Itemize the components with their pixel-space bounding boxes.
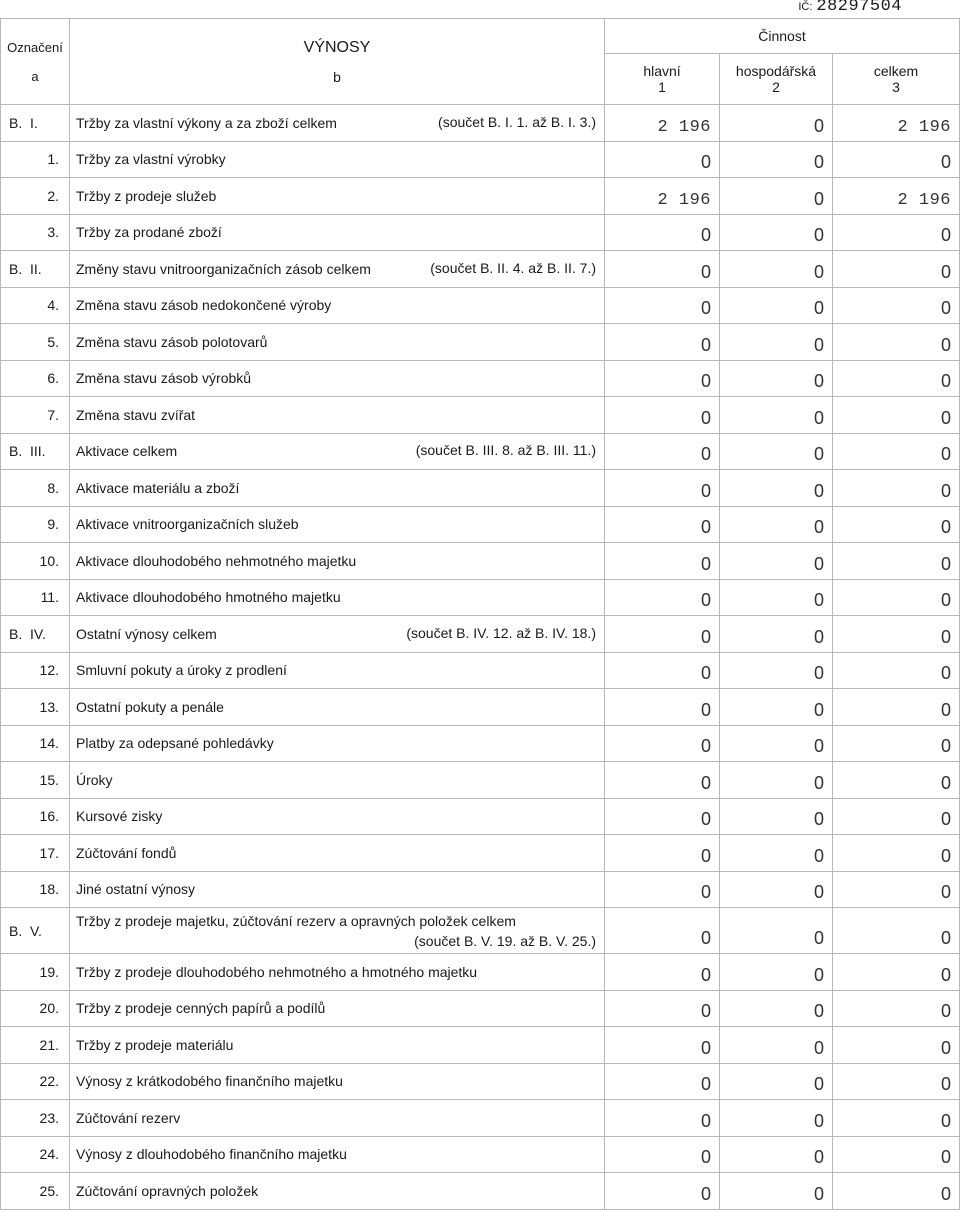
value-celkem: 0: [833, 954, 960, 991]
row-label: Zúčtování opravných položek: [76, 1182, 259, 1199]
value-hlavni: 0: [605, 397, 720, 434]
value-hlavni: 0: [605, 1173, 720, 1210]
value-celkem: 0: [833, 689, 960, 726]
row-code-label: B. II.: [9, 260, 42, 277]
row-code: [1, 689, 70, 726]
header-cinnost: Činnost: [605, 19, 960, 54]
row-number: 18.: [39, 881, 59, 898]
row-label: Aktivace materiálu a zboží: [76, 479, 240, 496]
row-sum-note: (součet B. IV. 12. až B. IV. 18.): [406, 624, 596, 641]
table-row: [1, 798, 960, 835]
table-row: [1, 990, 960, 1027]
row-label: Aktivace dlouhodobého hmotného majetku: [76, 589, 341, 606]
row-label: Aktivace vnitroorganizačních služeb: [76, 516, 299, 533]
value-hlavni: 0: [605, 433, 720, 470]
value-hospodarska: 0: [720, 324, 833, 361]
value-celkem: 0: [833, 324, 960, 361]
table-row: [1, 360, 960, 397]
value-celkem: 0: [833, 1136, 960, 1173]
value-hospodarska: 0: [720, 397, 833, 434]
row-number: 25.: [39, 1182, 59, 1199]
row-description: [70, 798, 605, 835]
row-number: 11.: [40, 589, 59, 606]
row-description: [70, 835, 605, 872]
row-code: [1, 579, 70, 616]
value-hlavni: 0: [605, 954, 720, 991]
value-hospodarska: 0: [720, 105, 833, 142]
row-code: [1, 725, 70, 762]
row-sum-note: (součet B. V. 19. až B. V. 25.): [414, 932, 596, 949]
row-label: Změna stavu zásob nedokončené výroby: [76, 297, 332, 314]
value-hospodarska: 0: [720, 1027, 833, 1064]
row-label: Tržby za prodané zboží: [76, 224, 222, 241]
row-number: 19.: [39, 963, 59, 980]
row-sum-note: (součet B. I. 1. až B. I. 3.): [438, 113, 596, 130]
row-number: 4.: [47, 297, 59, 314]
value-hlavni: 0: [605, 762, 720, 799]
row-code: [1, 287, 70, 324]
table-row: [1, 689, 960, 726]
value-celkem: 0: [833, 798, 960, 835]
row-description: [70, 324, 605, 361]
value-celkem: 0: [833, 1100, 960, 1137]
value-hlavni: 0: [605, 360, 720, 397]
value-celkem: 0: [833, 871, 960, 908]
value-celkem: 0: [833, 360, 960, 397]
value-hospodarska: 0: [720, 616, 833, 653]
row-label: Aktivace celkem: [76, 443, 178, 460]
value-hospodarska: 0: [720, 835, 833, 872]
value-hospodarska: 0: [720, 251, 833, 288]
row-code: [1, 908, 70, 954]
row-code: [1, 433, 70, 470]
row-label: Změny stavu vnitroorganizačních zásob celkem: [76, 260, 371, 277]
row-label: Tržby za vlastní výrobky: [76, 151, 226, 168]
header-celkem: [833, 54, 960, 105]
header-celkem-num: 3: [892, 79, 900, 95]
row-number: 22.: [39, 1073, 59, 1090]
table-row: [1, 908, 960, 954]
value-celkem: 0: [833, 251, 960, 288]
table-row: [1, 1100, 960, 1137]
row-description: [70, 178, 605, 215]
header-hospodarska: [720, 54, 833, 105]
table-row: [1, 1136, 960, 1173]
header-col-b: b: [333, 68, 341, 85]
value-hlavni: 0: [605, 652, 720, 689]
row-description: [70, 506, 605, 543]
value-hlavni: 0: [605, 835, 720, 872]
table-row: [1, 652, 960, 689]
value-celkem: 0: [833, 470, 960, 507]
value-celkem: 0: [833, 1063, 960, 1100]
row-number: 15.: [39, 771, 59, 788]
value-hospodarska: 0: [720, 762, 833, 799]
header-hlavni-num: 1: [658, 79, 666, 95]
row-code: [1, 1100, 70, 1137]
row-label: Zúčtování rezerv: [76, 1109, 181, 1126]
row-number: 7.: [47, 406, 59, 423]
row-description: [70, 725, 605, 762]
value-celkem: 0: [833, 652, 960, 689]
value-celkem: 0: [833, 616, 960, 653]
row-number: 20.: [39, 1000, 59, 1017]
value-celkem: 2 196: [833, 105, 960, 142]
row-number: 1.: [47, 151, 59, 168]
value-hlavni: 0: [605, 506, 720, 543]
row-label: Tržby za vlastní výkony a za zboží celkem: [76, 114, 337, 131]
row-label: Ostatní pokuty a penále: [76, 698, 224, 715]
row-description: [70, 141, 605, 178]
value-hlavni: 0: [605, 579, 720, 616]
table-row: [1, 251, 960, 288]
value-celkem: 0: [833, 990, 960, 1027]
value-celkem: 0: [833, 141, 960, 178]
value-hospodarska: 0: [720, 141, 833, 178]
row-code: [1, 1027, 70, 1064]
row-label: Tržby z prodeje materiálu: [76, 1036, 234, 1053]
value-celkem: 0: [833, 1173, 960, 1210]
value-celkem: 0: [833, 762, 960, 799]
value-hlavni: 0: [605, 287, 720, 324]
table-row: [1, 433, 960, 470]
value-celkem: 0: [833, 835, 960, 872]
value-celkem: 0: [833, 543, 960, 580]
vynosy-table: [0, 18, 960, 1210]
row-description: [70, 1136, 605, 1173]
value-hospodarska: 0: [720, 433, 833, 470]
value-hlavni: 0: [605, 324, 720, 361]
table-row: [1, 579, 960, 616]
row-number: 17.: [39, 844, 59, 861]
value-hlavni: 0: [605, 141, 720, 178]
value-hlavni: 0: [605, 1100, 720, 1137]
value-hlavni: 0: [605, 214, 720, 251]
row-code-label: B. I.: [9, 114, 38, 131]
table-row: [1, 141, 960, 178]
row-description: [70, 652, 605, 689]
table-row: [1, 324, 960, 361]
row-description: [70, 397, 605, 434]
row-code: [1, 214, 70, 251]
value-hlavni: 0: [605, 725, 720, 762]
value-hospodarska: 0: [720, 652, 833, 689]
row-label: Jiné ostatní výnosy: [76, 881, 196, 898]
row-description: [70, 871, 605, 908]
row-description: [70, 543, 605, 580]
row-description: [70, 251, 605, 288]
value-hospodarska: 0: [720, 908, 833, 954]
row-label: Aktivace dlouhodobého nehmotného majetku: [76, 552, 357, 569]
row-description: [70, 470, 605, 507]
row-number: 6.: [47, 370, 59, 387]
header-celkem-label: celkem: [873, 63, 919, 79]
row-label: Ostatní výnosy celkem: [76, 625, 217, 642]
value-celkem: 0: [833, 1027, 960, 1064]
header-oznaceni: [1, 19, 70, 105]
row-description: [70, 762, 605, 799]
value-hlavni: 0: [605, 871, 720, 908]
value-hospodarska: 0: [720, 990, 833, 1027]
row-description: [70, 105, 605, 142]
value-hlavni: 0: [605, 470, 720, 507]
row-description: [70, 1027, 605, 1064]
row-number: 5.: [47, 333, 59, 350]
row-label: Tržby z prodeje dlouhodobého nehmotného a hmotného majetku: [76, 963, 478, 980]
row-code: [1, 1063, 70, 1100]
value-celkem: 0: [833, 506, 960, 543]
row-label: Platby za odepsané pohledávky: [76, 735, 274, 752]
row-description: [70, 990, 605, 1027]
value-hospodarska: 0: [720, 1063, 833, 1100]
row-code: [1, 954, 70, 991]
value-hospodarska: 0: [720, 287, 833, 324]
row-code: [1, 470, 70, 507]
row-code: [1, 324, 70, 361]
row-label: Smluvní pokuty a úroky z prodlení: [76, 662, 287, 679]
header-oznaceni-label: Označení: [7, 39, 63, 55]
value-hlavni: 2 196: [605, 105, 720, 142]
row-label: Výnosy z krátkodobého finančního majetku: [76, 1073, 343, 1090]
table-row: [1, 178, 960, 215]
table-row: [1, 543, 960, 580]
row-description: [70, 689, 605, 726]
row-label: Změna stavu zásob výrobků: [76, 370, 252, 387]
value-celkem: 0: [833, 908, 960, 954]
row-label: Výnosy z dlouhodobého finančního majetku: [76, 1146, 347, 1163]
row-code: [1, 1136, 70, 1173]
value-hospodarska: 0: [720, 725, 833, 762]
value-hospodarska: 0: [720, 1136, 833, 1173]
ic-label: IČ:: [798, 1, 813, 13]
table-row: [1, 214, 960, 251]
value-hlavni: 0: [605, 689, 720, 726]
row-code: [1, 1173, 70, 1210]
row-description: [70, 1100, 605, 1137]
value-hospodarska: 0: [720, 798, 833, 835]
row-description: [70, 433, 605, 470]
row-number: 10.: [39, 552, 59, 569]
row-label: Úroky: [76, 771, 113, 788]
row-label: Zúčtování fondů: [76, 844, 177, 861]
value-hlavni: 0: [605, 251, 720, 288]
row-label: Tržby z prodeje služeb: [76, 187, 217, 204]
value-hospodarska: 0: [720, 178, 833, 215]
value-hlavni: 2 196: [605, 178, 720, 215]
table-row: [1, 1063, 960, 1100]
table-row: [1, 287, 960, 324]
ic-value: 28297504: [816, 0, 902, 16]
header-hospodarska-label: hospodářská: [735, 63, 817, 79]
ic-identifier: [798, 0, 902, 14]
table-row: [1, 762, 960, 799]
row-sum-note: (součet B. II. 4. až B. II. 7.): [430, 259, 596, 276]
row-code: [1, 798, 70, 835]
row-description: [70, 908, 605, 954]
row-code: [1, 141, 70, 178]
table-row: [1, 725, 960, 762]
table-row: [1, 616, 960, 653]
row-code: [1, 105, 70, 142]
value-hospodarska: 0: [720, 214, 833, 251]
value-hospodarska: 0: [720, 543, 833, 580]
row-code: [1, 397, 70, 434]
row-number: 2.: [47, 187, 59, 204]
value-celkem: 0: [833, 397, 960, 434]
header-hlavni: [605, 54, 720, 105]
row-description: [70, 954, 605, 991]
value-celkem: 0: [833, 214, 960, 251]
row-code: [1, 871, 70, 908]
row-number: 8.: [47, 479, 59, 496]
table-row: [1, 1173, 960, 1210]
value-hospodarska: 0: [720, 954, 833, 991]
row-number: 24.: [39, 1146, 59, 1163]
row-code: [1, 990, 70, 1027]
row-number: 14.: [39, 735, 59, 752]
row-description: [70, 579, 605, 616]
row-code: [1, 506, 70, 543]
table-row: [1, 397, 960, 434]
row-description: [70, 287, 605, 324]
value-celkem: 0: [833, 433, 960, 470]
row-label: Změna stavu zvířat: [76, 406, 196, 423]
value-hlavni: 0: [605, 1063, 720, 1100]
row-sum-note: (součet B. III. 8. až B. III. 11.): [415, 442, 596, 459]
row-label: Změna stavu zásob polotovarů: [76, 333, 268, 350]
table-row: [1, 470, 960, 507]
value-hospodarska: 0: [720, 579, 833, 616]
value-hospodarska: 0: [720, 871, 833, 908]
row-code: [1, 360, 70, 397]
row-number: 21.: [39, 1036, 59, 1053]
row-code-label: B. V.: [9, 922, 42, 939]
value-hospodarska: 0: [720, 470, 833, 507]
row-code: [1, 652, 70, 689]
row-number: 3.: [47, 224, 59, 241]
row-number: 23.: [39, 1109, 59, 1126]
row-code: [1, 543, 70, 580]
value-celkem: 0: [833, 287, 960, 324]
row-label: Kursové zisky: [76, 808, 163, 825]
value-hospodarska: 0: [720, 689, 833, 726]
row-number: 12.: [39, 662, 59, 679]
row-number: 9.: [47, 516, 59, 533]
table-row: [1, 954, 960, 991]
table-row: [1, 506, 960, 543]
value-hlavni: 0: [605, 1136, 720, 1173]
header-hlavni-label: hlavní: [643, 63, 681, 79]
row-description: [70, 1173, 605, 1210]
value-celkem: 0: [833, 579, 960, 616]
value-celkem: 0: [833, 725, 960, 762]
value-hlavni: 0: [605, 1027, 720, 1064]
row-code-label: B. IV.: [9, 625, 46, 642]
row-code: [1, 178, 70, 215]
value-hospodarska: 0: [720, 506, 833, 543]
row-description: [70, 360, 605, 397]
row-number: 13.: [39, 698, 59, 715]
row-code: [1, 251, 70, 288]
table-row: [1, 1027, 960, 1064]
row-code: [1, 762, 70, 799]
table-row: [1, 835, 960, 872]
row-code-label: B. III.: [9, 443, 46, 460]
row-description: [70, 616, 605, 653]
row-description: [70, 214, 605, 251]
table-row: [1, 105, 960, 142]
value-hlavni: 0: [605, 798, 720, 835]
value-hlavni: 0: [605, 908, 720, 954]
value-celkem: 2 196: [833, 178, 960, 215]
value-hlavni: 0: [605, 990, 720, 1027]
value-hospodarska: 0: [720, 360, 833, 397]
value-hospodarska: 0: [720, 1173, 833, 1210]
value-hlavni: 0: [605, 543, 720, 580]
row-label: Tržby z prodeje cenných papírů a podílů: [76, 1000, 326, 1017]
header-col-a: a: [31, 68, 39, 84]
row-description: [70, 1063, 605, 1100]
row-number: 16.: [39, 808, 59, 825]
table-row: [1, 871, 960, 908]
header-vynosy-label: VÝNOSY: [303, 38, 371, 56]
row-label: Tržby z prodeje majetku, zúčtování rezerv a opravných položek celkem: [76, 912, 516, 929]
rows-body: [1, 105, 960, 1210]
row-code: [1, 835, 70, 872]
value-hlavni: 0: [605, 616, 720, 653]
row-code: [1, 616, 70, 653]
header-vynosy: [70, 19, 605, 105]
header-hospodarska-num: 2: [772, 79, 780, 95]
value-hospodarska: 0: [720, 1100, 833, 1137]
